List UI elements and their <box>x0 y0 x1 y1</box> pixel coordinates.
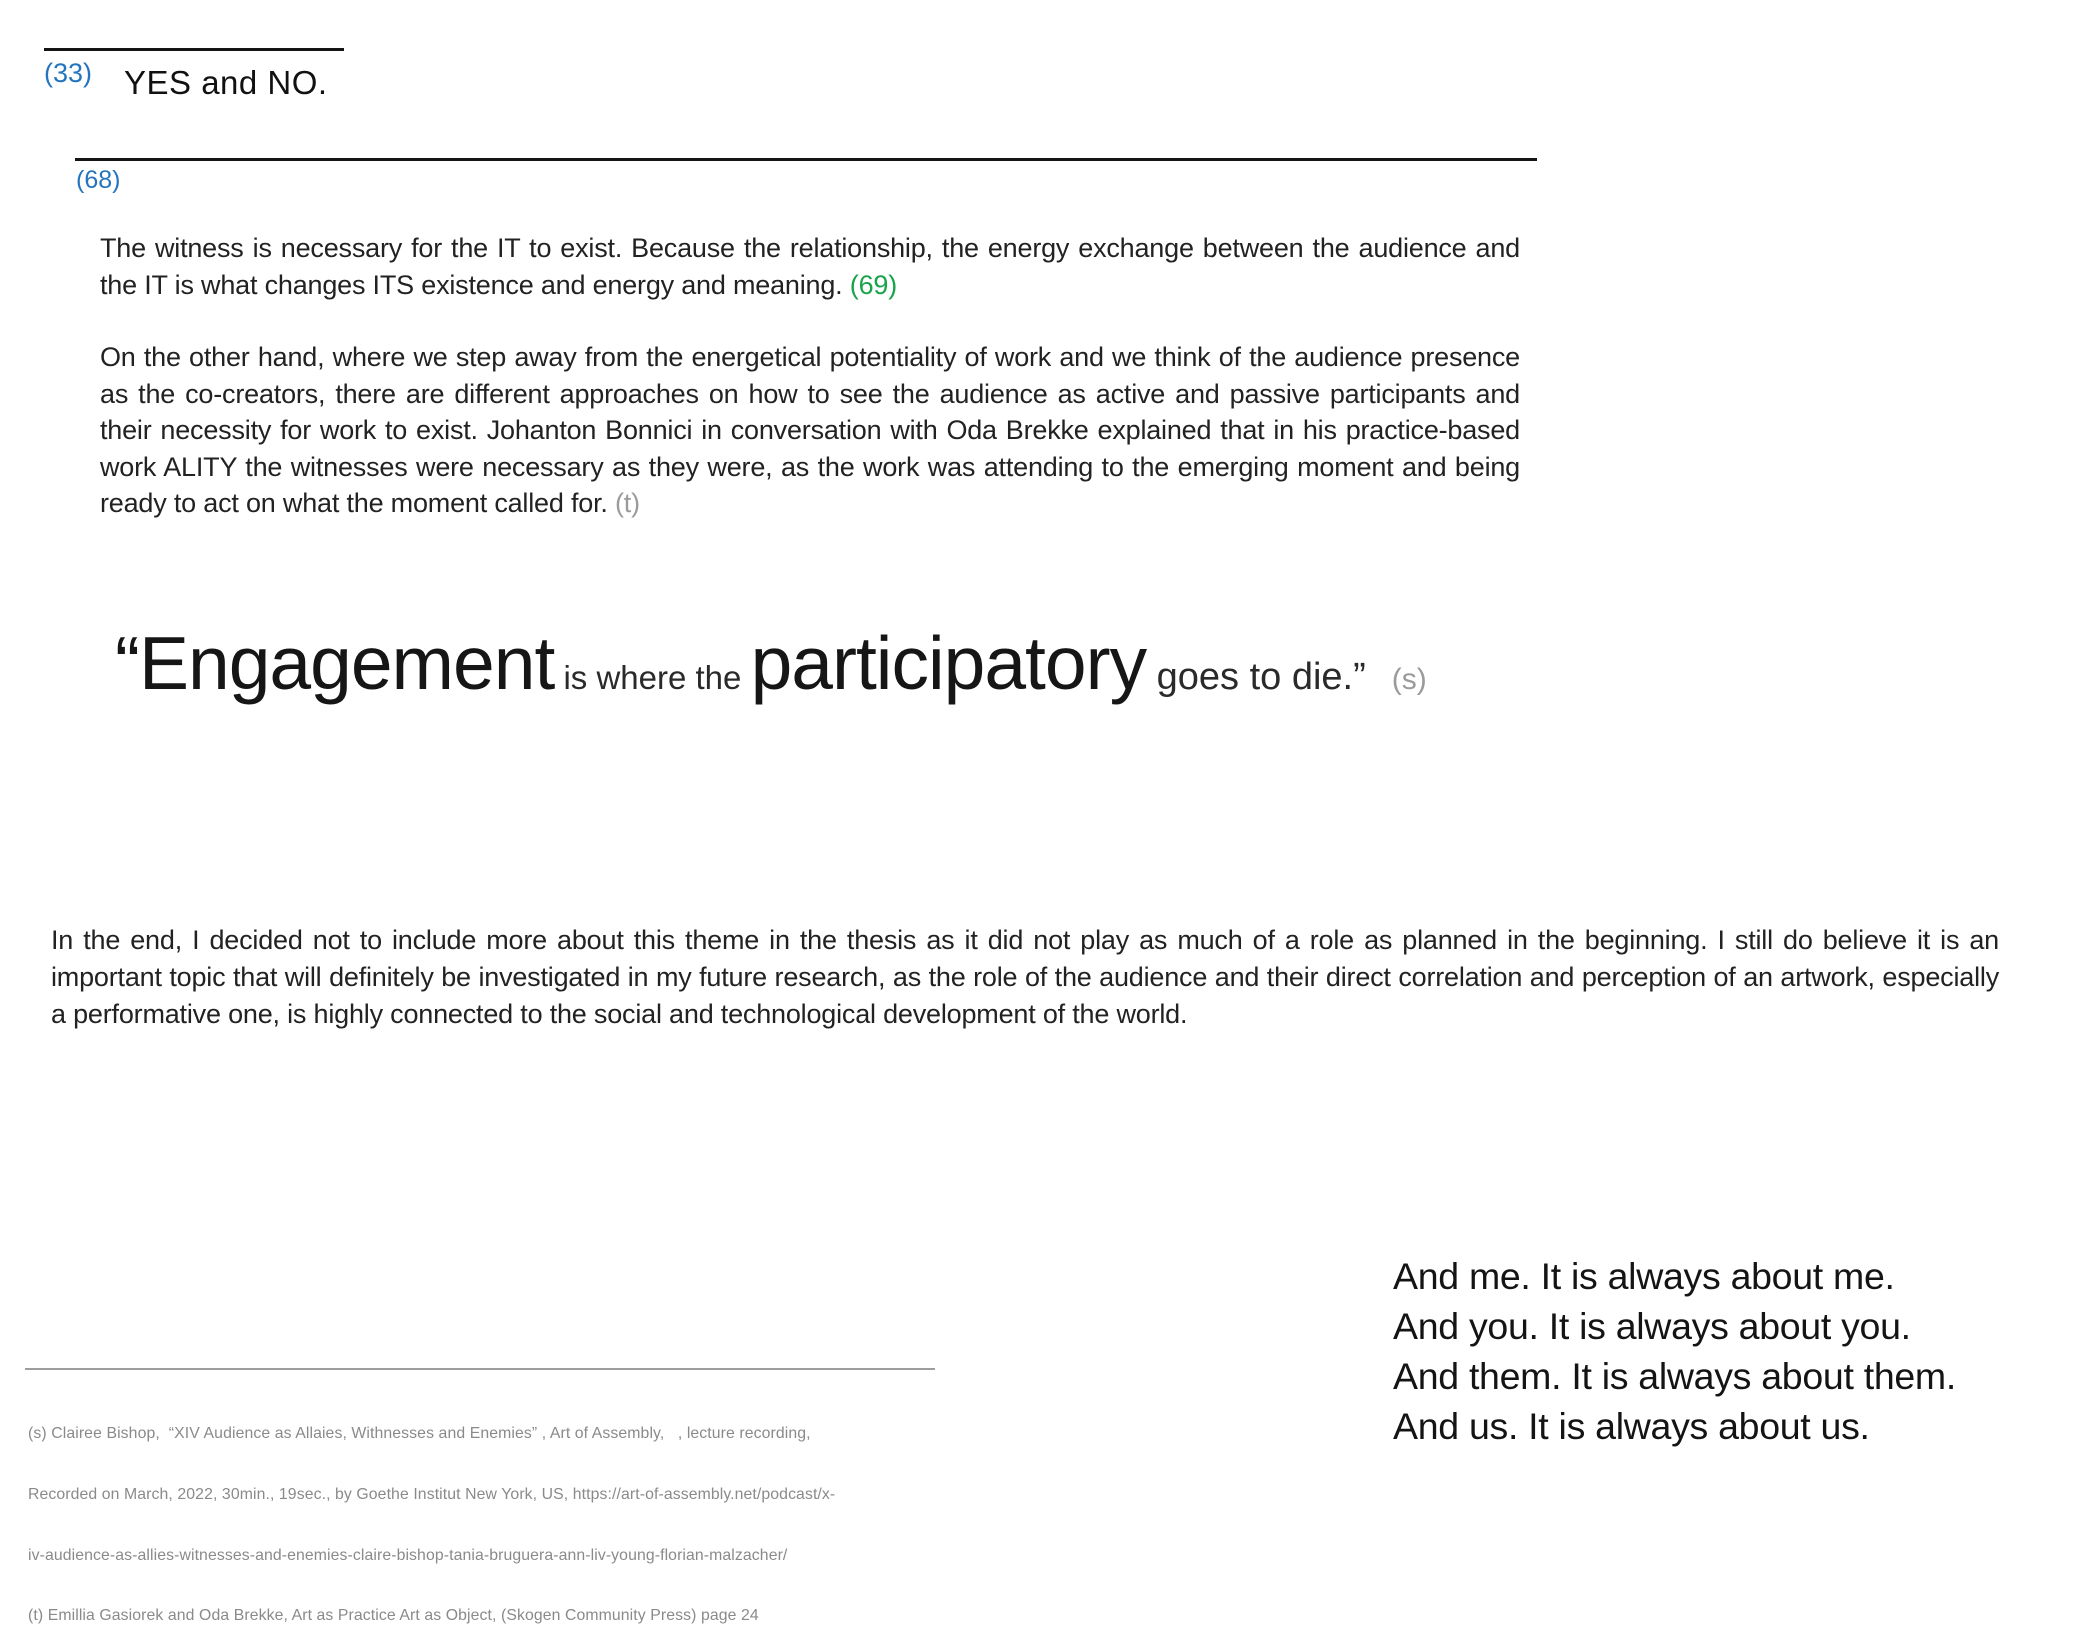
reference-green-69: (69) <box>849 269 897 300</box>
paragraph-other-hand-text: On the other hand, where we step away from the energetical potentiality of work and we think of the audience presence as the co-creators, there are different approaches on how to see the audience as active and passive participants and their necessity for work to exist. Johanton Bonnici in conversation with Oda Brekke explained that in his practice-based work ALITY the witnesses were necessary as they were, as the work was attending to the emerging moment and being ready to act on what the moment called for. <box>100 342 1520 519</box>
pull-quote-participatory: participatory <box>750 621 1147 705</box>
paragraph-other-hand <box>100 339 1520 522</box>
paragraph-witness <box>100 230 1520 303</box>
footnote-block <box>28 1384 988 1647</box>
poem-line: And me. It is always about me. <box>1393 1255 1895 1297</box>
pull-quote-engagement: “Engagement <box>115 621 555 705</box>
chapter-title: YES and NO. <box>124 64 328 101</box>
footnote-line: Recorded on March, 2022, 30min., 19sec., by Goethe Institut New York, US, https://art-of-assembly.net/podcast/x- <box>28 1486 836 1504</box>
paragraph-witness-text: The witness is necessary for the IT to exist. Because the relationship, the energy exchange between the audience and the IT is what changes ITS existence and energy and meaning. <box>100 233 1520 300</box>
footnote-line: iv-audience-as-allies-witnesses-and-enemies-claire-bishop-tania-bruguera-ann-liv-young-florian-malzacher/ <box>28 1546 788 1564</box>
block-divider-rule <box>75 158 1537 161</box>
pull-quote-goes-to-die: goes to die.” <box>1146 656 1366 698</box>
footnote-line: (s) Clairee Bishop, “XIV Audience as Allaies, Withnesses and Enemies” , Art of Assembly, , lecture recording, <box>28 1425 811 1443</box>
poem-block <box>1393 1251 1956 1451</box>
chapter-heading-rule <box>44 48 344 51</box>
section-number-marker: (33) <box>44 58 93 88</box>
footnote-line: (t) Emillia Gasiorek and Oda Brekke, Art as Practice Art as Object, (Skogen Community Press) page 24 <box>28 1607 759 1625</box>
pull-quote-is-where-the: is where the <box>554 659 751 696</box>
pull-quote-reference-s: (s) <box>1391 663 1427 696</box>
paragraph-closing: In the end, I decided not to include more about this theme in the thesis as it did not play as much of a role as planned in the beginning. I still do believe it is an important topic that will definitely be investigated in my future research, as the role of the audience and their direct correlation and perception of an artwork, especially a performative one, is highly connected to the social and technological development of the world. <box>51 925 1999 1029</box>
poem-line: And you. It is always about you. <box>1393 1305 1911 1347</box>
footnote-separator-rule <box>25 1368 935 1370</box>
reference-gray-t: (t) <box>615 488 640 519</box>
poem-line: And them. It is always about them. <box>1393 1355 1956 1397</box>
poem-line: And us. It is always about us. <box>1393 1405 1870 1447</box>
block-number-marker: (68) <box>76 166 121 194</box>
pull-quote <box>115 620 2015 706</box>
